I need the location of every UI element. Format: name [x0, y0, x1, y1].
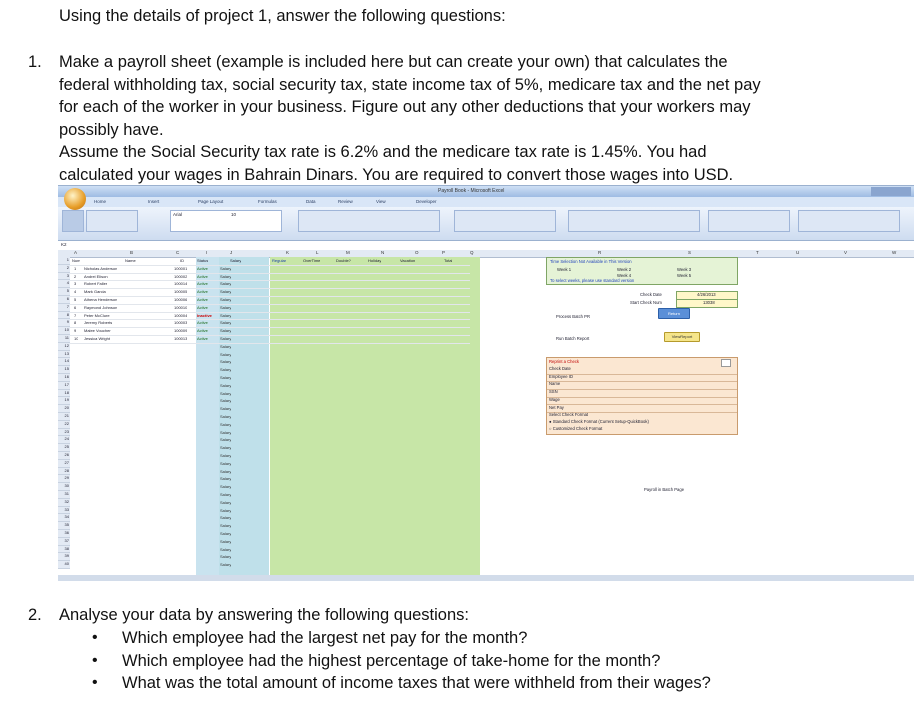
- employee-name: Jessica Wright: [84, 336, 110, 341]
- reprint-field-label: Net Pay: [549, 404, 564, 410]
- row-header: 18: [58, 390, 70, 398]
- employee-num: 6: [74, 304, 77, 310]
- editing-group: [798, 210, 900, 232]
- paste-icon: [62, 210, 84, 232]
- table-row: [70, 335, 470, 344]
- sheet-tabs-bar: [58, 575, 914, 581]
- question-1-line: Make a payroll sheet (example is included here but can create your own) that calculates the: [59, 53, 728, 71]
- column-header: S: [688, 250, 692, 255]
- salary-dropdown[interactable]: Salary: [220, 273, 232, 279]
- row-header: 28: [58, 468, 70, 476]
- column-header: W: [892, 250, 897, 255]
- column-header: I: [206, 250, 208, 255]
- row-header: 5: [58, 288, 70, 296]
- row-header: 10: [58, 327, 70, 335]
- week-option[interactable]: Week 3: [677, 267, 692, 272]
- employee-id: 100001: [174, 265, 188, 271]
- column-header: A: [74, 250, 78, 255]
- employee-num: 5: [74, 297, 77, 302]
- question-2-bullets: [92, 627, 711, 695]
- employee-status: Inactive: [197, 312, 212, 318]
- row-header: 27: [58, 460, 70, 468]
- row-header: 19: [58, 397, 70, 405]
- employee-id: 100005: [174, 289, 188, 295]
- column-header: K: [286, 250, 290, 255]
- question-2-bullet: • Which employee had the highest percentage of take-home for the month?: [92, 650, 711, 673]
- salary-dropdown[interactable]: Salary: [220, 351, 232, 357]
- ribbon: [58, 207, 914, 241]
- salary-dropdown[interactable]: Salary: [220, 281, 232, 287]
- row-header: 34: [58, 514, 70, 522]
- row-header: 37: [58, 538, 70, 546]
- salary-dropdown[interactable]: Salary: [220, 484, 232, 490]
- font-group: [170, 210, 282, 232]
- employee-num: 4: [74, 289, 77, 295]
- salary-dropdown[interactable]: Salary: [220, 265, 232, 271]
- tab-home: Home: [94, 199, 107, 204]
- header-name: Name: [125, 258, 136, 263]
- header-double: Double?: [336, 258, 351, 263]
- payroll-page-label: Payroll in Batch Page: [644, 487, 685, 492]
- employee-status: Active: [197, 281, 208, 287]
- row-header: 39: [58, 553, 70, 561]
- question-1-line: calculated your wages in Bahrain Dinars. You are required to convert those wages into USD.: [59, 165, 734, 184]
- cells-group: [708, 210, 790, 232]
- salary-dropdown[interactable]: Salary: [220, 562, 232, 568]
- employee-status: Active: [197, 336, 208, 341]
- styles-group: [568, 210, 700, 232]
- week-option[interactable]: Week 1: [557, 267, 572, 272]
- week-option[interactable]: Week 4: [617, 273, 632, 278]
- row-header: 29: [58, 475, 70, 483]
- reprint-field-label: Wage: [549, 396, 560, 402]
- row-header: 36: [58, 530, 70, 538]
- employee-status: Active: [197, 304, 208, 310]
- salary-dropdown[interactable]: Salary: [220, 382, 232, 388]
- format-standard-label: Standard Check Format: [552, 419, 598, 424]
- employee-num: 8: [74, 320, 77, 326]
- row-header: 35: [58, 522, 70, 530]
- font-size: 10: [231, 212, 237, 217]
- column-header: L: [316, 250, 319, 255]
- row-header: 21: [58, 413, 70, 421]
- employee-name: Robert Faller: [84, 281, 108, 287]
- excel-window-title: Payroll Book - Microsoft Excel: [438, 188, 505, 194]
- employee-status: Active: [197, 265, 208, 271]
- row-header: 12: [58, 343, 70, 351]
- salary-dropdown[interactable]: Salary: [220, 343, 232, 349]
- column-header: U: [796, 250, 800, 255]
- header-num: Num: [72, 258, 81, 263]
- employee-id: 100009: [174, 328, 188, 334]
- salary-dropdown[interactable]: Salary: [220, 492, 232, 497]
- return-button[interactable]: Return: [658, 308, 690, 319]
- reprint-field-label: Check Date: [549, 366, 571, 371]
- salary-dropdown[interactable]: Salary: [220, 429, 232, 435]
- salary-dropdown[interactable]: Salary: [220, 304, 232, 310]
- time-selection-panel: [546, 257, 738, 285]
- start-check-label: Start Check Num: [630, 300, 662, 305]
- column-header: O: [415, 250, 419, 255]
- salary-dropdown[interactable]: Salary: [220, 359, 232, 365]
- employee-id: 100010: [174, 304, 188, 310]
- tab-insert: Insert: [148, 199, 160, 204]
- header-id: ID: [180, 258, 184, 263]
- row-header: 26: [58, 452, 70, 460]
- column-header: B: [130, 250, 134, 255]
- employee-status: Active: [197, 297, 208, 302]
- employee-name: Malee Voucher: [84, 328, 111, 334]
- reprint-check-panel: [546, 357, 738, 435]
- week-option[interactable]: Week 5: [677, 273, 692, 278]
- row-header: 23: [58, 429, 70, 437]
- reprint-field-label: SSN: [549, 389, 558, 395]
- name-box: K2: [61, 242, 67, 247]
- employee-name: Peter McClure: [84, 312, 110, 318]
- check-date-label: Check Date: [640, 292, 662, 297]
- format-custom-option[interactable]: ○ Customized Check Format: [549, 426, 603, 431]
- reprint-field-label: Employee ID: [549, 373, 573, 379]
- row-header: 9: [58, 319, 70, 327]
- alignment-group: [298, 210, 440, 232]
- column-header: M: [346, 250, 350, 255]
- salary-dropdown[interactable]: Salary: [220, 367, 232, 373]
- row-header: 11: [58, 335, 70, 343]
- employee-name: Andrei Elison: [84, 273, 108, 279]
- column-header: N: [381, 250, 385, 255]
- header-status: Status: [197, 258, 209, 263]
- column-header: Q: [470, 250, 474, 255]
- employee-status: Active: [197, 328, 208, 334]
- employee-id: 100003: [174, 320, 188, 326]
- time-selection-note: Time Selection Not Available in This Version: [550, 259, 632, 264]
- reprint-field-label: Name: [549, 381, 561, 387]
- salary-dropdown[interactable]: Salary: [220, 460, 232, 466]
- row-header: 24: [58, 436, 70, 444]
- font-name: Arial: [173, 212, 183, 217]
- row-header: 22: [58, 421, 70, 429]
- salary-dropdown[interactable]: Salary: [220, 468, 232, 474]
- spreadsheet-grid: [58, 250, 914, 581]
- salary-dropdown[interactable]: Salary: [220, 515, 232, 521]
- column-header: C: [176, 250, 180, 255]
- question-2-bullet: • What was the total amount of income taxes that were withheld from their wages?: [92, 672, 711, 695]
- row-header: 32: [58, 499, 70, 507]
- select-check-format-label: Select Check Format: [549, 412, 589, 417]
- employee-id: 100013: [174, 336, 188, 341]
- header-salary: Salary: [230, 258, 242, 263]
- question-2-bullet: • Which employee had the largest net pay for the month?: [92, 627, 711, 650]
- row-header: 16: [58, 374, 70, 382]
- select-weeks-note: To select weeks, please use standard version: [550, 278, 635, 283]
- employee-id: 100014: [174, 281, 188, 287]
- employee-num: 9: [74, 328, 77, 334]
- column-header: T: [756, 250, 759, 255]
- question-2-number: 2.: [28, 606, 42, 624]
- salary-dropdown[interactable]: Salary: [220, 406, 232, 412]
- row-header: 6: [58, 296, 70, 304]
- row-header: 8: [58, 312, 70, 320]
- week-option[interactable]: Week 2: [617, 267, 632, 272]
- question-1-body: [59, 51, 849, 186]
- row-header: 14: [58, 358, 70, 366]
- question-1-line: Assume the Social Security tax rate is 6.2% and the medicare tax rate is 1.45%. You had: [59, 143, 707, 161]
- row-header: 7: [58, 304, 70, 312]
- salary-dropdown[interactable]: Salary: [220, 297, 232, 302]
- salary-dropdown[interactable]: Salary: [220, 437, 232, 443]
- salary-dropdown[interactable]: Salary: [220, 289, 232, 295]
- employee-name: Raymond Johnson: [84, 304, 118, 310]
- employee-num: 3: [74, 281, 77, 287]
- salary-dropdown[interactable]: Salary: [220, 336, 232, 341]
- process-batch-label: Process Batch PR: [556, 314, 590, 319]
- office-button-icon: [64, 188, 86, 210]
- format-standard-option[interactable]: ● Standard Check Format (Current Setup-QuickBook): [549, 419, 649, 424]
- row-header: 13: [58, 351, 70, 359]
- column-header: J: [230, 250, 233, 255]
- row-header: 25: [58, 444, 70, 452]
- employee-id: 100002: [174, 273, 188, 279]
- check-date-value: 4/26/2013: [697, 292, 716, 297]
- row-header: 30: [58, 483, 70, 491]
- salary-dropdown[interactable]: Salary: [220, 476, 232, 482]
- tab-data: Data: [306, 199, 316, 204]
- excel-titlebar: [58, 186, 914, 197]
- row-header: 3: [58, 273, 70, 281]
- row-header: 4: [58, 280, 70, 288]
- question-2-text: Analyse your data by answering the following questions:: [59, 606, 469, 624]
- column-header: V: [844, 250, 848, 255]
- question-1-line: possibly have.: [59, 120, 164, 139]
- tab-view: View: [376, 199, 386, 204]
- row-header: 33: [58, 507, 70, 515]
- employee-num: 2: [74, 273, 77, 279]
- salary-dropdown[interactable]: Salary: [220, 320, 232, 326]
- excel-screenshot: [58, 185, 914, 581]
- salary-dropdown[interactable]: Salary: [220, 523, 232, 529]
- ribbon-tabs: [58, 197, 914, 207]
- window-controls: [871, 187, 911, 196]
- salary-dropdown[interactable]: Salary: [220, 554, 232, 560]
- employee-name: Nicholas Anderson: [84, 265, 118, 271]
- row-header: 17: [58, 382, 70, 390]
- employee-num: 10: [74, 336, 79, 341]
- run-batch-report-label: Run Batch Report: [556, 336, 590, 341]
- row-header: 38: [58, 546, 70, 554]
- salary-dropdown[interactable]: Salary: [220, 390, 232, 396]
- header-regular: Regular: [272, 258, 287, 263]
- employee-name: Mark Garcia: [84, 289, 106, 295]
- row-header: 2: [58, 265, 70, 273]
- row-header: 40: [58, 561, 70, 569]
- employee-num: 1: [74, 265, 77, 271]
- intro-text: Using the details of project 1, answer the following questions:: [59, 7, 506, 25]
- header-vacation: Vacation: [400, 258, 416, 263]
- header-total: Total: [444, 258, 453, 263]
- view-report-button[interactable]: ViewReport: [664, 332, 700, 342]
- row-header: 15: [58, 366, 70, 374]
- employee-status: Active: [197, 289, 208, 295]
- employee-status: Active: [197, 273, 208, 279]
- salary-dropdown[interactable]: Salary: [220, 414, 232, 419]
- start-check-value: 13038: [703, 300, 715, 305]
- employee-num: 7: [74, 312, 77, 318]
- column-header: R: [598, 250, 602, 255]
- column-header: P: [442, 250, 446, 255]
- salary-dropdown[interactable]: Salary: [220, 312, 232, 318]
- reprint-title: Reprint a Check: [549, 359, 580, 364]
- row-header: 20: [58, 405, 70, 413]
- question-1-line: for each of the worker in your business. Figure out any other deductions that your workers may: [59, 98, 751, 116]
- salary-dropdown[interactable]: Salary: [220, 546, 232, 552]
- header-overtime: OverTime: [303, 258, 321, 263]
- salary-dropdown[interactable]: Salary: [220, 507, 232, 513]
- format-standard-note: (Current Setup-QuickBook): [598, 419, 649, 424]
- employee-name: Athena Henderson: [84, 297, 118, 302]
- tab-page-layout: Page Layout: [198, 199, 224, 204]
- employee-status: Active: [197, 320, 208, 326]
- salary-dropdown[interactable]: Salary: [220, 538, 232, 544]
- salary-dropdown[interactable]: Salary: [220, 375, 232, 380]
- tab-formulas: Formulas: [258, 199, 277, 204]
- tab-review: Review: [338, 199, 353, 204]
- employee-name: Jeremy Roberts: [84, 320, 113, 326]
- row-header: 1: [58, 257, 70, 265]
- header-holiday: Holiday: [368, 258, 382, 263]
- salary-dropdown[interactable]: Salary: [220, 453, 232, 458]
- format-custom-label: Customized Check Format: [552, 426, 603, 431]
- employee-id: 100004: [174, 312, 188, 318]
- start-check-field[interactable]: [676, 299, 738, 308]
- salary-dropdown[interactable]: Salary: [220, 398, 232, 404]
- salary-dropdown[interactable]: Salary: [220, 421, 232, 427]
- question-1-line: federal withholding tax, social security tax, state income tax of 5%, medicare tax and the net pay: [59, 75, 761, 94]
- salary-dropdown[interactable]: Salary: [220, 499, 232, 505]
- salary-dropdown[interactable]: Salary: [220, 531, 232, 536]
- salary-dropdown[interactable]: Salary: [220, 445, 232, 451]
- employee-id: 100006: [174, 297, 188, 302]
- clipboard-group: [86, 210, 138, 232]
- question-1-number: 1.: [28, 53, 42, 71]
- tab-developer: Developer: [416, 199, 437, 204]
- number-group: [454, 210, 556, 232]
- row-header: 31: [58, 491, 70, 499]
- salary-dropdown[interactable]: Salary: [220, 328, 232, 334]
